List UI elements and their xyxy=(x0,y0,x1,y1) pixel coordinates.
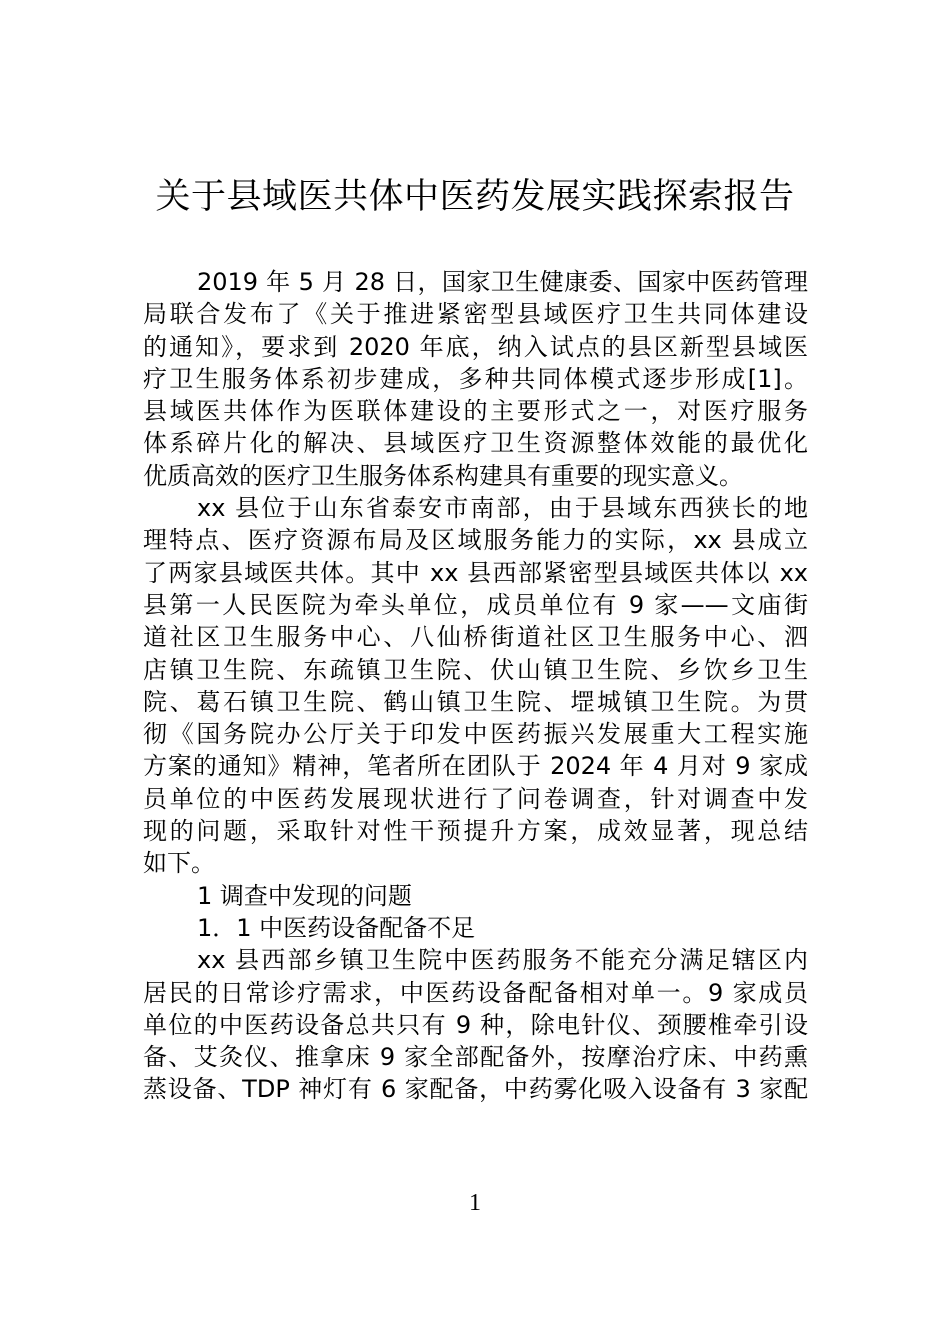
text-line: xx 县西部乡镇卫生院中医药服务不能充分满足辖区内 xyxy=(197,946,808,975)
text-line: 优质高效的医疗卫生服务体系构建具有重要的现实意义。 xyxy=(143,461,743,490)
text-line: 单位的中医药设备总共只有 9 种，除电针仪、颈腰椎牵引设 xyxy=(143,1010,808,1039)
document-title: 关于县域医共体中医药发展实践探索报告 xyxy=(155,177,795,217)
text-line: 彻《国务院办公厅关于印发中医药振兴发展重大工程实施 xyxy=(143,720,808,749)
text-line: 如下。 xyxy=(143,849,215,878)
text-line: 1．1 中医药设备配备不足 xyxy=(197,913,476,942)
text-line: 道社区卫生服务中心、八仙桥街道社区卫生服务中心、泗 xyxy=(143,623,808,652)
document-body xyxy=(143,266,808,1106)
text-line: 备、艾灸仪、推拿床 9 家全部配备外，按摩治疗床、中药熏 xyxy=(143,1043,808,1072)
text-line: xx 县位于山东省泰安市南部，由于县域东西狭长的地 xyxy=(197,494,808,523)
text-line: 员单位的中医药发展现状进行了问卷调查，针对调查中发 xyxy=(143,784,808,813)
text-line: 理特点、医疗资源布局及区域服务能力的实际，xx 县成立 xyxy=(143,526,808,555)
text-line: 居民的日常诊疗需求，中医药设备配备相对单一。9 家成员 xyxy=(143,978,808,1007)
text-line: 县第一人民医院为牵头单位，成员单位有 9 家——文庙街 xyxy=(143,590,808,619)
text-line: 的通知》，要求到 2020 年底，纳入试点的县区新型县域医 xyxy=(143,332,808,361)
text-line: 体系碎片化的解决、县域医疗卫生资源整体效能的最优化 xyxy=(143,429,808,458)
text-line: 方案的通知》精神，笔者所在团队于 2024 年 4 月对 9 家成 xyxy=(143,752,808,781)
text-line: 店镇卫生院、东疏镇卫生院、伏山镇卫生院、乡饮乡卫生 xyxy=(143,655,808,684)
text-line: 局联合发布了《关于推进紧密型县域医疗卫生共同体建设 xyxy=(143,300,808,329)
text-line: 2019 年 5 月 28 日，国家卫生健康委、国家中医药管理 xyxy=(197,268,808,296)
text-line: 蒸设备、TDP 神灯有 6 家配备，中药雾化吸入设备有 3 家配 xyxy=(143,1075,808,1104)
text-line: 1 调查中发现的问题 xyxy=(197,881,412,910)
text-line: 现的问题，采取针对性干预提升方案，成效显著，现总结 xyxy=(143,817,808,846)
text-line: 了两家县域医共体。其中 xx 县西部紧密型县域医共体以 xx xyxy=(143,558,808,587)
text-line: 院、葛石镇卫生院、鹤山镇卫生院、堽城镇卫生院。为贯 xyxy=(143,687,808,716)
text-line: 疗卫生服务体系初步建成，多种共同体模式逐步形成[1]。 xyxy=(143,364,808,393)
text-line: 县域医共体作为医联体建设的主要形式之一，对医疗服务 xyxy=(143,397,808,426)
page-number: 1 xyxy=(469,1190,481,1216)
